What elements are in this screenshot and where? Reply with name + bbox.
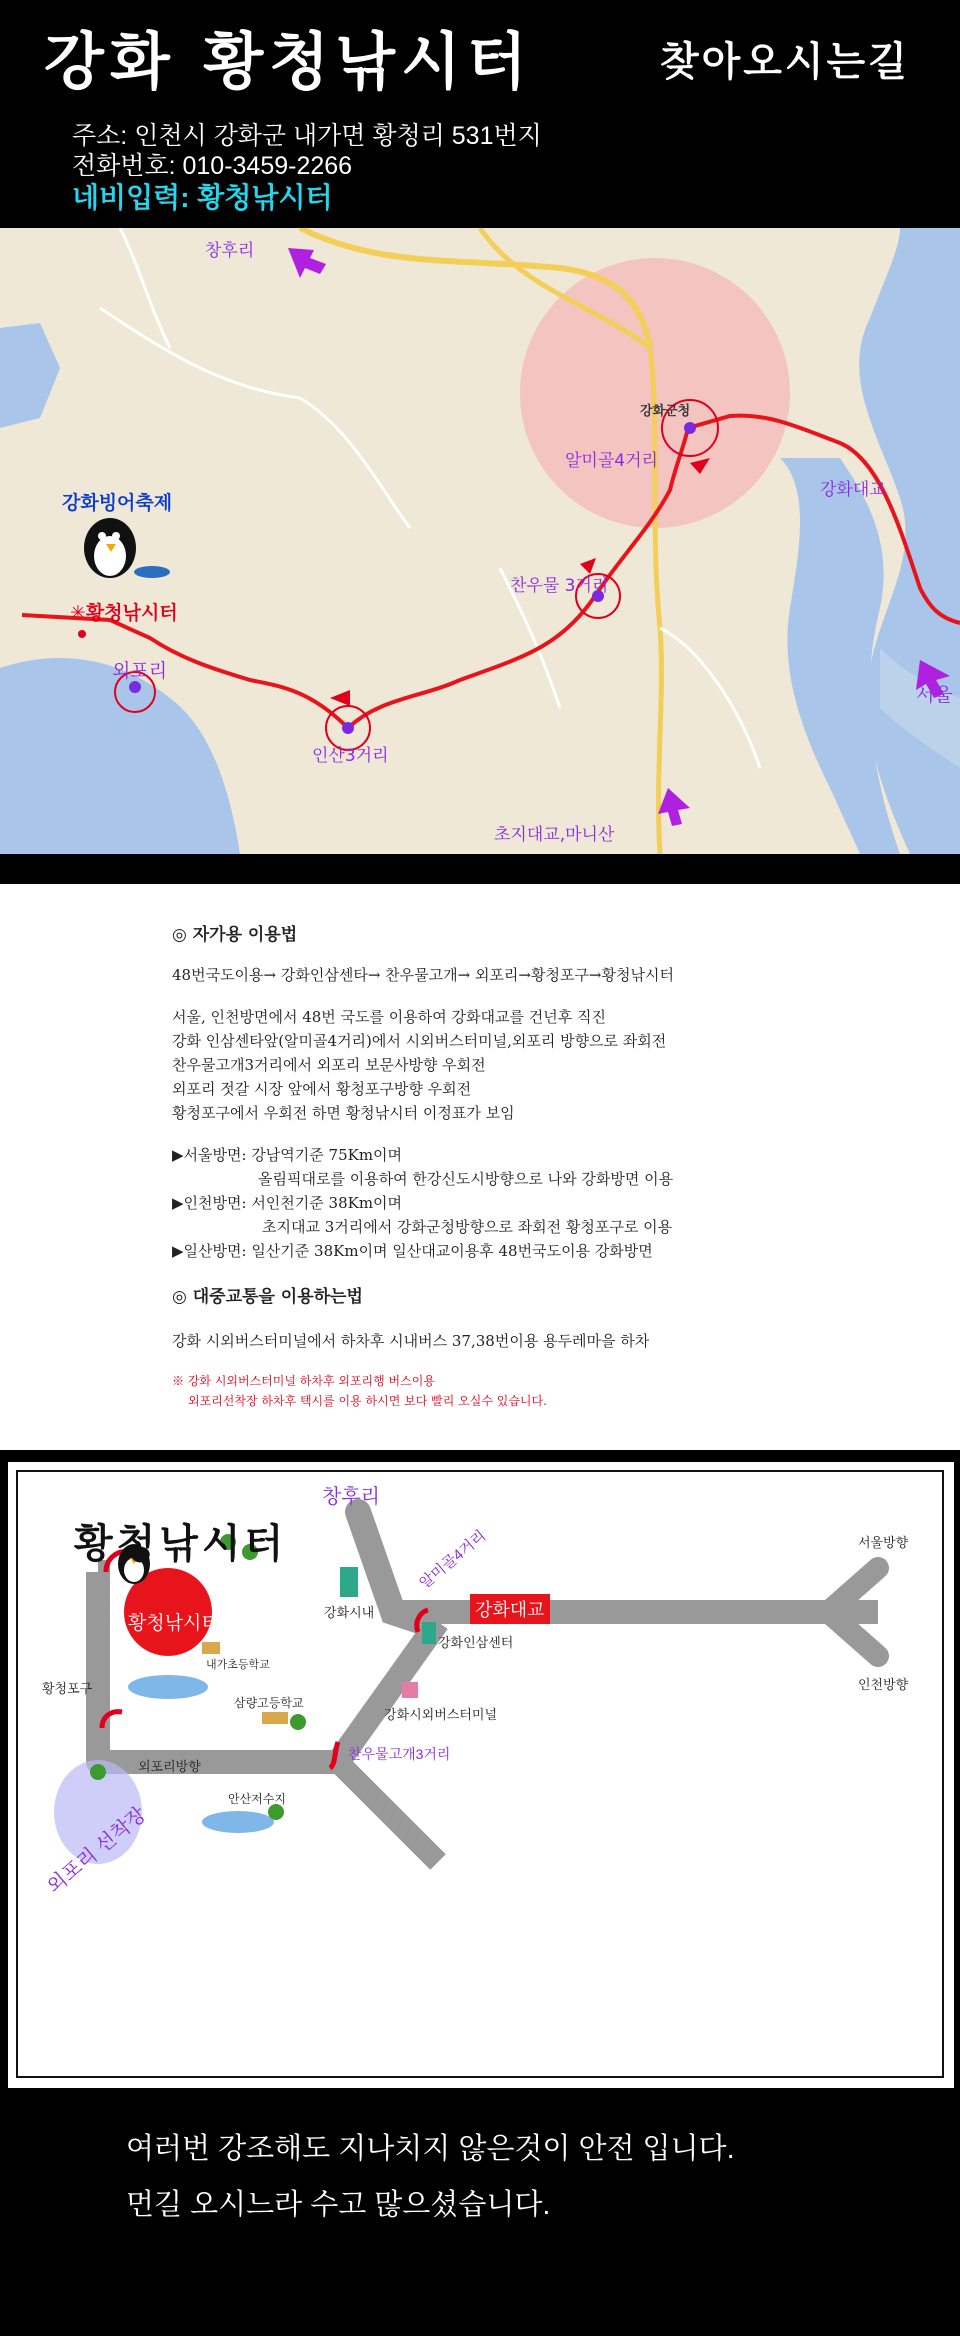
- car-heading: ◎ 자가용 이용법: [172, 925, 298, 945]
- diagram-title: 황청낚시터: [74, 1520, 288, 1567]
- diagram-frame: [8, 1462, 954, 2088]
- from-ilsan: ▶일산방면: 일산기준 38Km이며 일산대교이용후 48번국도이용 강화방면: [172, 1242, 653, 1260]
- route-summary: 48번국도이용→ 강화인삼센타→ 찬우물고개→ 외포리→황청포구→황청낚시터: [172, 966, 674, 984]
- diagram-oepo-dir: 외포리방향: [138, 1759, 201, 1774]
- from-incheon-detail: 초지대교 3거리에서 강화군청방향으로 좌회전 황청포구로 이용: [262, 1218, 673, 1236]
- public-transport: 강화 시외버스터미널에서 하차후 시내버스 37,38번이용 용두레마을 하차: [172, 1332, 650, 1350]
- separator-bar: [0, 854, 960, 884]
- map-label-seoul: 서울: [916, 684, 953, 706]
- map-label-festival: 강화빙어축제: [62, 492, 173, 514]
- header-banner: [0, 0, 960, 228]
- direction-line: 외포리 젓갈 시장 앞에서 황청포구방향 우회전: [172, 1080, 472, 1098]
- map-label-insan: 인산3거리: [312, 746, 389, 766]
- area-map: [0, 228, 960, 854]
- diagram-terminal: 강화시외버스터미널: [384, 1707, 498, 1722]
- note-line: 외포리선착장 하차후 택시를 이용 하시면 보다 빨리 오실수 있습니다.: [188, 1394, 547, 1408]
- diagram-incheon-dir: 인천방향: [858, 1677, 909, 1692]
- diagram-naega-school: 내가초등학교: [206, 1659, 270, 1671]
- diagram-town: 강화시내: [324, 1605, 375, 1620]
- map-label-changhu: 창후리: [205, 241, 255, 261]
- address-text: 주소: 인천시 강화군 내가면 황청리 531번지: [72, 122, 542, 150]
- direction-line: 강화 인삼센타앞(알미골4거리)에서 시외버스터미널,외포리 방향으로 좌회전: [172, 1032, 667, 1050]
- map-label-oepo: 외포리: [112, 660, 168, 682]
- diagram-chanwoomul: 찬우물고개3거리: [348, 1746, 451, 1762]
- diagram-oepo-dock: 외포리 선착장: [43, 1803, 151, 1899]
- footer-line1: 여러번 강조해도 지나치지 않은것이 안전 입니다.: [126, 2133, 735, 2165]
- route-diagram: [0, 1450, 960, 2096]
- diagram-almi: 알미골4거리: [416, 1527, 490, 1593]
- direction-line: 서울, 인천방면에서 48번 국도를 이용하여 강화대교를 건넌후 직진: [172, 1008, 606, 1026]
- public-heading: ◎ 대중교통을 이용하는법: [172, 1287, 363, 1307]
- diagram-bridge: 강화대교: [470, 1594, 550, 1624]
- diagram-badge: 황청낚시터: [128, 1613, 220, 1634]
- map-label-chanwoomul: 찬우물 3거리: [510, 576, 609, 596]
- footer: [0, 2096, 960, 2336]
- map-label-gunchung: 강화군청: [640, 404, 691, 419]
- map-label-fishing-spot: ✳황청낚시터: [70, 602, 178, 624]
- diagram-reservoir: 안산저수지: [228, 1792, 286, 1806]
- directions-section: [0, 884, 960, 1450]
- map-label-almi: 알미골4거리: [565, 451, 658, 471]
- diagram-ginseng: 강화인삼센터: [438, 1635, 514, 1650]
- diagram-changhu: 창후리: [322, 1486, 380, 1508]
- navi-text: 네비입력: 황청낚시터: [72, 182, 333, 213]
- phone-text: 전화번호: 010-3459-2266: [72, 152, 353, 180]
- map-label-choji: 초지대교,마니산: [494, 825, 615, 845]
- diagram-port: 황청포구: [42, 1681, 93, 1696]
- diagram-samnyang-school: 삼량고등학교: [234, 1696, 304, 1710]
- page-title: 강화 황청낚시터: [44, 25, 533, 98]
- from-seoul-detail: 올림픽대로를 이용하여 한강신도시방향으로 나와 강화방면 이용: [258, 1170, 674, 1188]
- diagram-seoul-dir: 서울방향: [858, 1535, 909, 1550]
- note-line: ※ 강화 시외버스터미널 하차후 외포리행 버스이용: [172, 1374, 435, 1388]
- footer-line2: 먼길 오시느라 수고 많으셨습니다.: [126, 2189, 551, 2221]
- map-graphic: [0, 228, 960, 854]
- diagram-inner: [16, 1470, 944, 2078]
- direction-line: 찬우물고개3거리에서 외포리 보문사방향 우회전: [172, 1056, 486, 1074]
- from-seoul: ▶서울방면: 강남역기준 75Km이며: [172, 1146, 403, 1164]
- map-label-bridge: 강화대교: [820, 480, 886, 500]
- page-subtitle: 찾아오시는길: [660, 38, 910, 85]
- direction-line: 황청포구에서 우회전 하면 황청낚시터 이정표가 보임: [172, 1104, 515, 1122]
- from-incheon: ▶인천방면: 서인천기준 38Km이며: [172, 1194, 403, 1212]
